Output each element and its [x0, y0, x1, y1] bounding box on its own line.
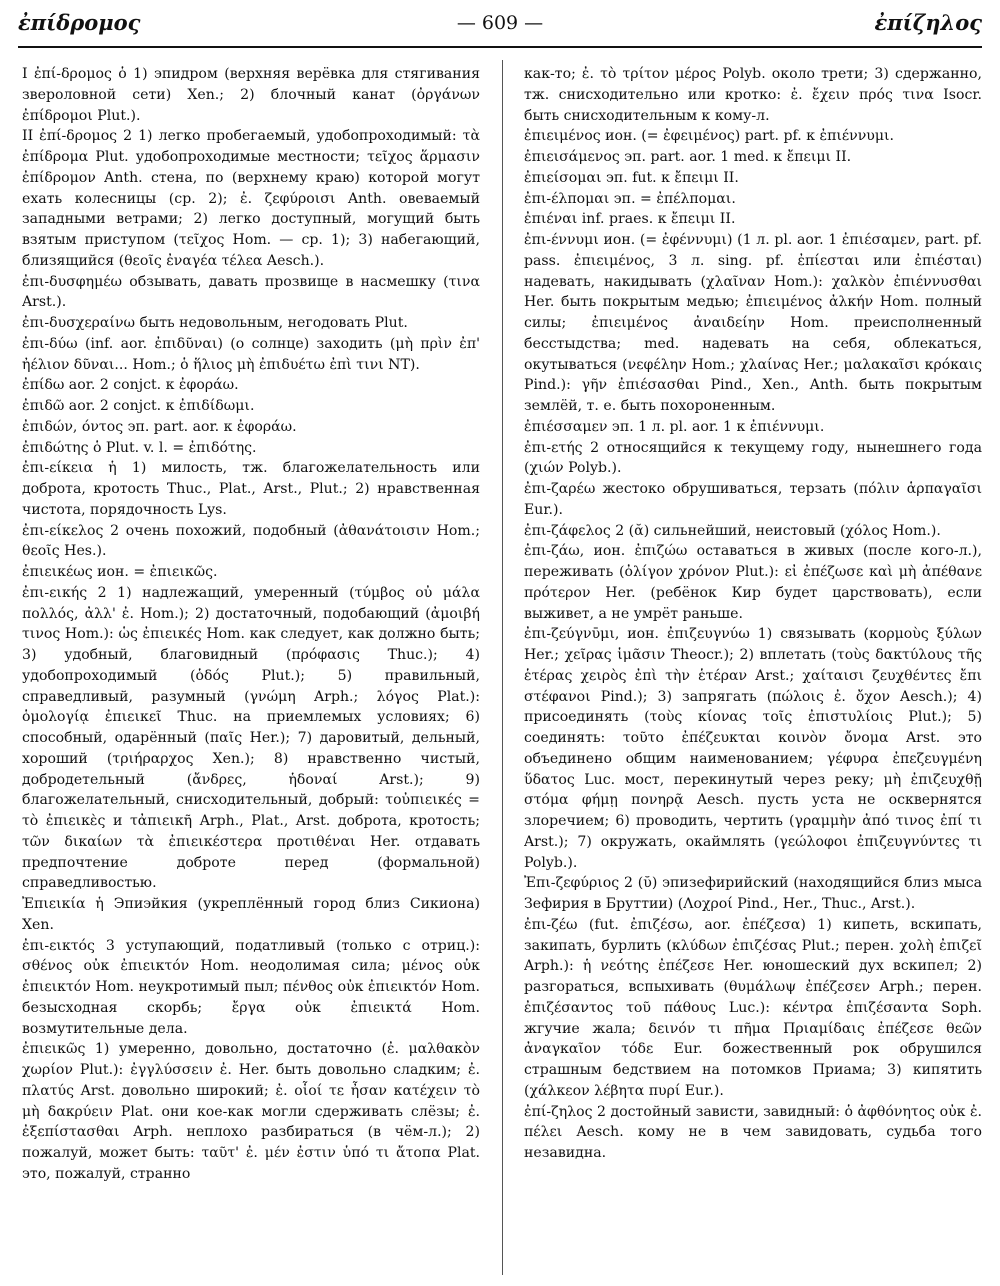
dictionary-entry: ἐπι-ζεύγνῡμι, ион. ἐπιζευγνύω 1) связывать (κορμοὺς ξύλων Her.; χεῖρας ἱμᾶσιν Theocr.); 2) вплетать (τοὺς δακτύλους τῆς ἑτέρας χειρὸς ἐπὶ τὴν ἑτέραν Arst.; χαίταισι ζευχθέντες ἔπι στέφανοι Pind.); 3) запрягать (πώλοις ἐ. ὄχον Aesch.); 4) присоединять (τοὺς κίονας τοῖς ἐπιστυλίοις Plut.); 5) соединять: τοῦτο ἐπέζευκται κοινὸν ὄνομα Arst. это объединено общим наименованием; γέφυρα ἐπεζευγμένη ὕδατος Luc. мост, перекинутый через реку; μὴ ἐπιζευχθῇ στόμα φήμῃ πονηρᾷ Aesch. пусть уста не осквернятся злоречием; 6) проводить, чертить (γραμμὴν ἀπό τινος ἐπί τι Arst.); 7) окружать, окаймлять (γεώλοφοι ἐπιζευγνύντες τι Polyb.).	[524, 626, 982, 871]
dictionary-entry: ἐπι-ζέω (fut. ἐπιζέσω, aor. ἐπέζεσα) 1) кипеть, вскипать, закипать, бурлить (κλύδων ἐπιζέσας Plut.; перен. χολὴ ἐπιζεῖ Arph.): ἡ νεότης ἐπέζεσε Her. юношеский дух вскипел; 2) разгораться, вспыхивать (θυμάλωψ ἐπέζεσεν Arph.; перен. ἐπιζέσαντος τοῦ πάθους Luc.): κέντρα ἐπιζέσαντα Soph. жгучие жала; δεινόν τι πῆμα Πριαμίδαις ἐπέζεσε θεῶν ἀναγκαῖον τόδε Eur. божественный рок обрушился страшным бедствием на потомков Приама; 3) кипятить (χάλκεον λέβητα πυρί Eur.).	[524, 916, 982, 1099]
right-column	[524, 64, 982, 1274]
dictionary-entry: ἐπιειμένος ион. (= ἐφειμένος) part. pf. к ἐπιέννυμι.	[524, 128, 895, 145]
dictionary-entry: ἐπί-ζηλος 2 достойный зависти, завидный: ὁ ἀφθόνητος οὐκ ἐ. πέλει Aesch. кому не в чем завидовать, судьба того незавидна.	[524, 1103, 982, 1161]
dictionary-entry: ἐπιέναι inf. praes. к ἔπειμι II.	[524, 211, 736, 228]
left-running-headword: ἐπίδρομος	[18, 10, 141, 35]
dictionary-entry: ἐπιδών, όντος эп. part. aor. к ἐφοράω.	[22, 418, 297, 435]
dictionary-entry: ἐπι-ζαρέω жестоко обрушиваться, терзать (πόλιν ἁρπαγαῖσι Eur.).	[524, 481, 982, 518]
dictionary-entry: I ἐπί-δρομος ὁ 1) эпидром (верхняя верёвка для стягивания звероловной сети) Xen.; 2) блочный канат (ὀργάνων ἐπίδρομοι Plut.).	[22, 66, 480, 124]
dictionary-entry: ἐπιείσομαι эп. fut. к ἔπειμι II.	[524, 169, 739, 186]
dictionary-entry: ἐπιεισάμενος эп. part. aor. 1 med. к ἔπειμι II.	[524, 149, 852, 165]
dictionary-entry: ἐπι-ζάω, ион. ἐπιζώω оставаться в живых (после кого-л.), переживать (ὀλίγον χρόνον Plut.): εἰ ἐπέζωσε καὶ μὴ ἀπέθανε πρότερον Her. (ребёнок Кир будет царствовать), если выживет, а не умрёт раньше.	[524, 543, 982, 622]
dictionary-entry: ἐπιεικῶς 1) умеренно, довольно, достаточно (ἐ. μαλθακὸν χωρίον Plut.): ἐγγλύσσειν ἐ. Her. быть довольно сладким; ἐ. πλατύς Arst. довольно широкий; ἐ. οἷοί τε ἦσαν κατέχειν τὸ μὴ δακρύειν Plat. они кое-как могли сдерживать слёзы; ἐ. ἐξεπίστασθαι Arph. неплохо разбираться (в чём-л.); 2) пожалуй, может быть: ταῦτ' ἐ. μέν ἐστιν ὑπό τι ἄτοπα Plat. это, пожалуй, странно	[22, 1041, 480, 1182]
dictionary-entry: ἐπι-εικτός 3 уступающий, податливый (только с отриц.): σθένος οὐκ ἐπιεικτόν Hom. неодолимая сила; μένος οὐκ ἐπιεικτόν Hom. неукротимый пыл; πένθος οὐκ ἐπιεικτόν Hom. безысходная скорбь; ἔργα οὐκ ἐπιεικτά Hom. возмутительные дела.	[22, 937, 480, 1037]
dictionary-entry: как-то; ἐ. τὸ τρίτον μέρος Polyb. около трети; 3) сдержанно, тж. снисходительно или кротко: ἐ. ἔχειν πρός τινα Isocr. быть снисходительным к кому-л.	[524, 66, 982, 124]
header-rule	[18, 46, 982, 48]
column-divider	[502, 60, 503, 1275]
dictionary-entry: ἐπι-δυσχεραίνω быть недовольным, негодовать Plut.	[22, 315, 408, 331]
dictionary-entry: Ἐπι-ζεφύριος 2 (ῠ) эпизефирийский (находящийся близ мыса Зефирия в Бруттии) (Λοχροί Pind., Her., Thuc., Arst.).	[524, 875, 982, 912]
dictionary-entry: ἐπιέσσαμεν эп. 1 л. pl. aor. 1 к ἐπιέννυμι.	[524, 418, 825, 435]
dictionary-entry: ἐπι-δυσφημέω обзывать, давать прозвище в насмешку (τινα Arst.).	[22, 273, 480, 311]
dictionary-entry: ἐπιδώτης ὁ Plut. v. l. = ἐπιδότης.	[22, 439, 257, 456]
dictionary-entry: ἐπι-δύω (inf. aor. ἐπιδῦναι) (о солнце) заходить (μὴ πρὶν ἐπ' ἠέλιον δῦναι... Hom.; ὁ ἥλιος μὴ ἐπιδυέτω ἐπὶ τινι NT).	[22, 335, 480, 373]
dictionary-entry: ἐπι-ζάφελος 2 (ᾰ) сильнейший, неистовый (χόλος Hom.).	[524, 522, 941, 539]
dictionary-entry: II ἐπί-δρομος 2 1) легко пробегаемый, удобопроходимый: τὰ ἐπίδρομα Plut. удобопроходимые местности; τεῖχος ἅρμασιν ἐπίδρομον Anth. стена, по (верхнему краю) которой могут ехать колесницы (ср. 2); ἐ. ζεφύροισι Anth. овеваемый западными ветрами; 2) легко доступный, могущий быть взятым приступом (τεῖχος Hom. — ср. 1); 3) набегающий, близящийся (θεοῖς ἐναγέα τέλεα Aesch.).	[22, 128, 480, 269]
page-header	[18, 10, 982, 44]
dictionary-entry: ἐπι-έννυμι ион. (= ἐφέννυμι) (1 л. pl. aor. 1 ἐπιέσαμεν, part. pf. pass. ἐπιειμένος, 3 л. sing. pf. ἐπίεσται или ἐπιέσται) надевать, накидывать (χλαῖναν Hom.): χαλκὸν ἐπιέννυσθαι Her. быть покрытым медью; ἐπιειμένος ἀλκήν Hom. полный силы; ἐπιειμένος ἀναιδείην Hom. преисполненный бесстыдства; med. надевать на себя, облекаться, окутываться (νεφέλην Hom.; χλαίνας Her.; μαλακαῖσι κρόκαις Pind.): γῆν ἐπιέσασθαι Pind., Xen., Anth. быть покрытым землёй, т. е. быть похороненным.	[524, 232, 982, 414]
dictionary-entry: ἐπι-ετής 2 относящийся к текущему году, нынешнего года (χιών Polyb.).	[524, 439, 982, 477]
dictionary-entry: Ἐπιεικία ἡ Эпиэйкия (укреплённый город близ Сикиона) Xen.	[22, 896, 480, 933]
dictionary-entry: ἐπίδω aor. 2 conjct. к ἐφοράω.	[22, 377, 239, 394]
dictionary-entry: ἐπι-είκελος 2 очень похожий, подобный (ἀθανάτοισιν Hom.; θεοῖς Hes.).	[22, 522, 480, 560]
dictionary-entry: ἐπι-εικής 2 1) надлежащий, умеренный (τύμβος οὐ μάλα πολλός, ἀλλ' ἐ. Hom.); 2) достаточный, подобающий (ἀμοιβή τινος Hom.): ὡς ἐπιεικές Hom. как следует, как должно быть; 3) удобный, благовидный (πρόφασις Thuc.); 4) удобопроходимый (ὁδός Plut.); 5) правильный, справедливый, разумный (γνώμη Arph.; λόγος Plat.): ὁμολογίᾳ ἐπιεικεῖ Thuc. на приемлемых условиях; 6) способный, одарённый (παῖς Her.); 7) даровитый, дельный, хороший (τριήραρχος Xen.); 8) нравственно чистый, добродетельный (ἄνδρες, ἡδοναί Arst.); 9) благожелательный, снисходительный, добрый: τοὐπιεικές = τὸ ἐπιεικὲς и τἀπιεικῆ Arph., Plat., Arst. доброта, кротость; τῶν δικαίων τὰ ἐπιεικέστερα προτιθέναι Her. отдавать предпочтение доброте перед (формальной) справедливостью.	[22, 584, 480, 892]
dictionary-entry: ἐπιδῶ aor. 2 conjct. к ἐπιδίδωμι.	[22, 398, 255, 414]
dictionary-entry: ἐπι-έλπομαι эп. = ἐπέλπομαι.	[524, 190, 736, 207]
dictionary-entry: ἐπιεικέως ион. = ἐπιεικῶς.	[22, 564, 218, 580]
right-running-headword: ἐπίζηλος	[874, 10, 982, 35]
page-number: — 609 —	[456, 12, 544, 34]
dictionary-entry: ἐπι-είκεια ἡ 1) милость, тж. благожелательность или доброта, кротость Thuc., Plat., Arst., Plut.; 2) нравственная чистота, порядочность Lys.	[22, 460, 480, 518]
left-column	[22, 64, 480, 1274]
